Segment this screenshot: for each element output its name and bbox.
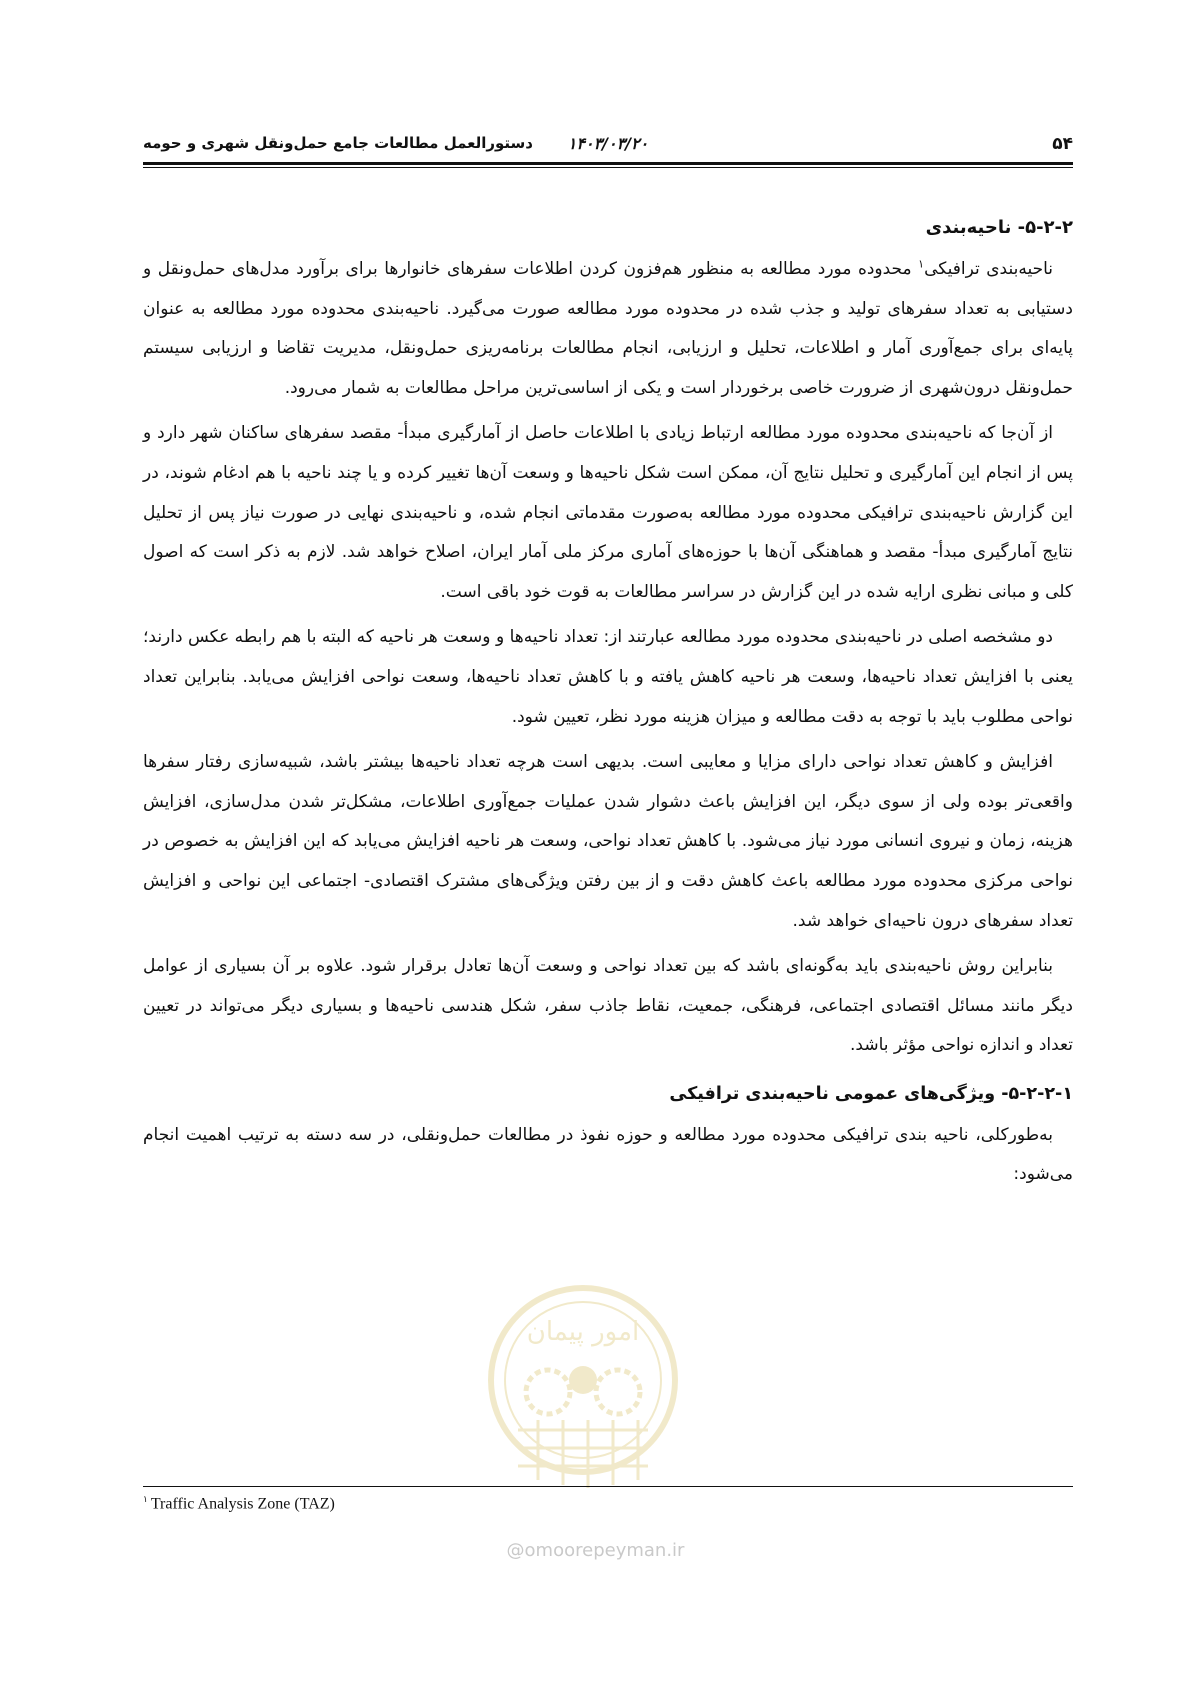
header-title: دستورالعمل مطالعات جامع حمل‌ونقل شهری و حومه [143,134,533,152]
page-header [143,128,1073,158]
subsection-paragraph-1: به‌طورکلی، ناحیه بندی ترافیکی محدوده مورد مطالعه و حوزه نفوذ در مطالعات حمل‌ونقلی، در سه دسته به ترتیب اهمیت انجام می‌شود: [143,1124,1073,1185]
watermark-logo [478,1280,688,1510]
subsection-heading: ۵-۲-۲-۱- ویژگی‌های عمومی ناحیه‌بندی ترافیکی [669,1083,1073,1104]
footnote-text: Traffic Analysis Zone (TAZ) [150,1495,335,1513]
header-rule [143,162,1073,165]
paragraph-4: افزایش و کاهش تعداد نواحی دارای مزایا و معایبی است. بدیهی است هرچه تعداد ناحیه‌ها بیشتر باشد، شبیه‌سازی رفتار سفرها واقعی‌تر بوده ولی از سوی دیگر، این افزایش باعث دشوار شدن عملیات جمع‌آوری اطلاعات، مشکل‌تر شدن مدل‌سازی، افزایش هزینه، زمان و نیروی انسانی مورد نیاز می‌شود. با کاهش تعداد نواحی، وسعت هر ناحیه افزایش می‌یابد که این افزایش به خصوص در نواحی مرکزی محدوده مورد مطالعه باعث کاهش دقت و از بین رفتن ویژگی‌های مشترک اقتصادی- اجتماعی این نواحی و افزایش تعداد سفرهای درون ناحیه‌ای خواهد شد. [143,752,1073,931]
footnote-rule [143,1486,1073,1487]
section-heading: ۵-۲-۲- ناحیه‌بندی [925,217,1073,238]
watermark-logo-text: امور پیمان [526,1317,640,1347]
paragraph-2: از آن‌جا که ناحیه‌بندی محدوده مورد مطالعه ارتباط زیادی با اطلاعات حاصل از آمارگیری مبدأ- مقصد سفرهای ساکنان شهر دارد و پس از انجام این آمارگیری و تحلیل نتایج آن، ممکن است شکل ناحیه‌ها و وسعت آن‌ها تغییر کرده و یا چند ناحیه با هم ادغام شوند، در این گزارش ناحیه‌بندی ترافیکی محدوده مورد مطالعه به‌صورت مقدماتی انجام شده، و ناحیه‌بندی نهایی در صورت نیاز پس از تحلیل نتایج آمارگیری مبدأ- مقصد و هماهنگی آن‌ها با حوزه‌های آماری مرکز ملی آمار ایران، اصلاح خواهد شد. لازم به ذکر است که اصول کلی و مبانی نظری ارایه شده در این گزارش در سراسر مطالعات به قوت خود باقی است. [143,423,1073,602]
paragraph-5: بنابراین روش ناحیه‌بندی باید به‌گونه‌ای باشد که بین تعداد نواحی و وسعت آن‌ها تعادل برقرار شود. علاوه بر آن بسیاری از عوامل دیگر مانند مسائل اقتصادی اجتماعی، فرهنگی، جمعیت، نقاط جاذب سفر، شکل هندسی ناحیه‌ها و بسیاری دیگر می‌تواند در تعیین تعداد و اندازه نواحی مؤثر باشد. [143,956,1073,1056]
footnote-mark: ۱ [143,1494,148,1504]
header-rule-thin [143,167,1073,168]
header-date: ۱۴۰۳/۰۳/۲۰ [567,134,649,153]
footnote [143,1494,335,1513]
footnote-reference[interactable]: ۱ [918,257,925,271]
paragraph-1-rest: محدوده مورد مطالعه به منظور هم‌فزون کردن اطلاعات سفرهای خانوارها برای برآورد مدل‌های حمل‌ونقل و دستیابی به تعداد سفرهای تولید و جذب شده در محدوده مورد مطالعه صورت می‌گیرد. ناحیه‌بندی محدوده مورد مطالعه به عنوان پایه‌ای برای جمع‌آوری آمار و اطلاعات، تحلیل و ارزیابی، انجام مطالعات برنامه‌ریزی حمل‌ونقل، مدیریت تقاضا و ارزیابی سیستم حمل‌ونقل درون‌شهری از ضرورت خاصی برخوردار است و یکی از اساسی‌ترین مراحل مطالعات به شمار می‌رود. [143,259,1073,398]
watermark-url: @omoorepeyman.ir [506,1540,685,1561]
paragraph-1-lead: ناحیه‌بندی ترافیکی [924,259,1053,279]
page-number: ۵۴ [1052,134,1073,154]
paragraph-3: دو مشخصه اصلی در ناحیه‌بندی محدوده مورد مطالعه عبارتند از: تعداد ناحیه‌ها و وسعت هر ناحیه که البته با هم رابطه عکس دارند؛ یعنی با افزایش تعداد ناحیه‌ها، وسعت هر ناحیه کاهش یافته و با کاهش تعداد ناحیه‌ها، وسعت نواحی افزایش می‌یابد. بنابراین تعداد نواحی مطلوب باید با توجه به دقت مطالعه و میزان هزینه مورد نظر، تعیین شود. [143,627,1073,727]
main-content [143,212,1073,1201]
paragraph-1 [143,250,1073,408]
